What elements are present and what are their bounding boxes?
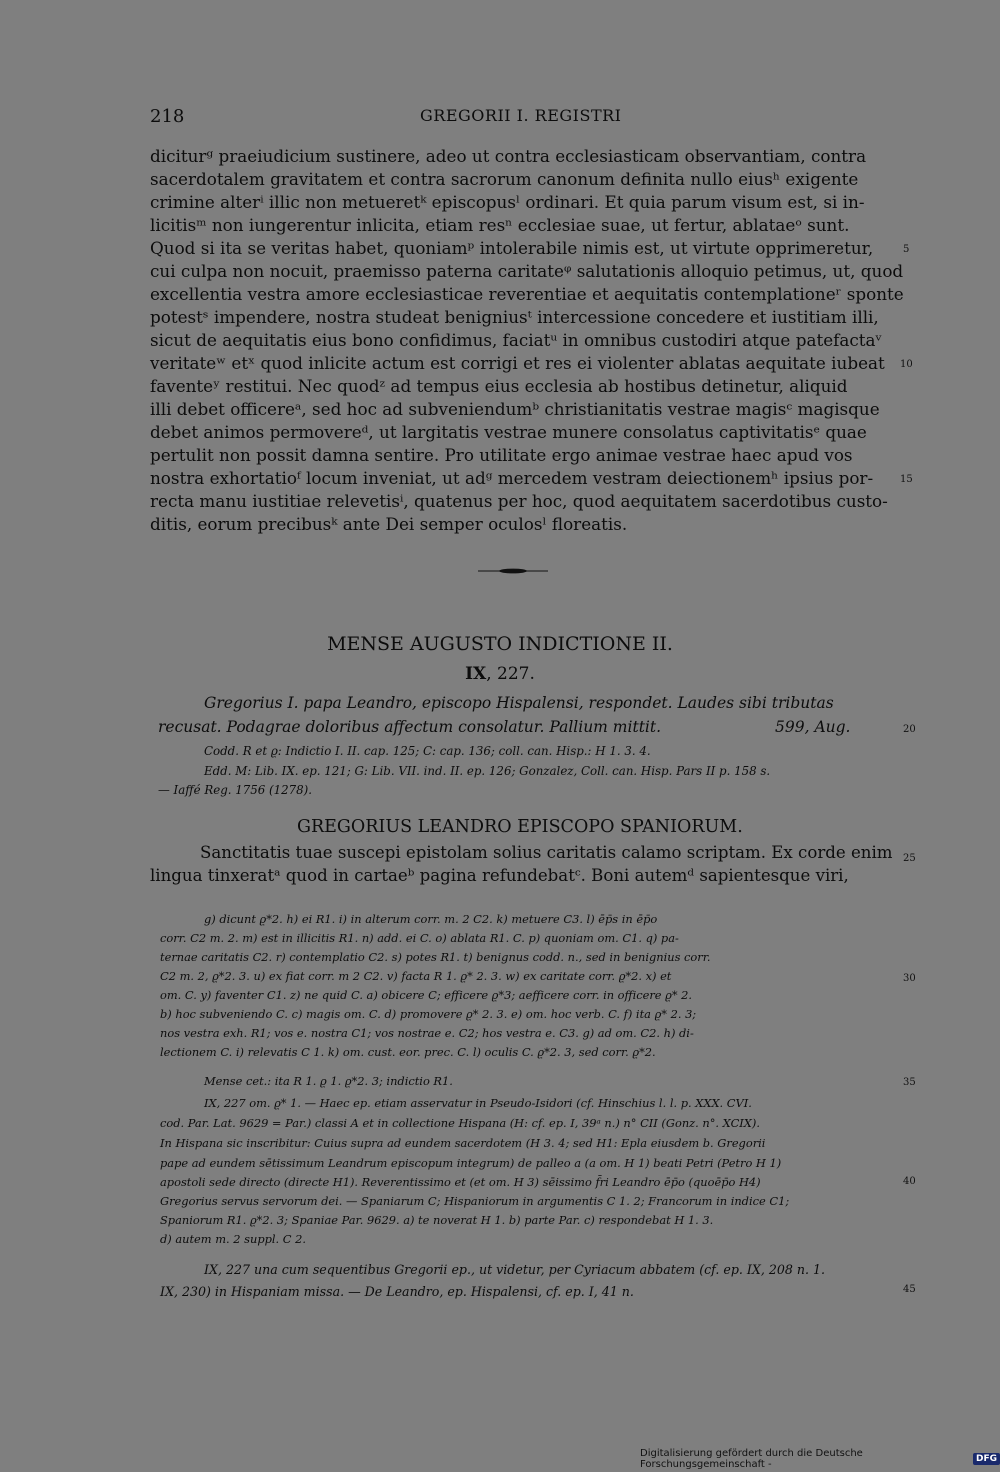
note-line: Gregorius servus servorum dei. — Spaniarum C; Hispaniorum in argumentis C 1. 2; Francorum in indice C1;: [160, 1194, 790, 1208]
note-line: Mense cet.: ita R 1. ϱ 1. ϱ*2. 3; indictio R1.: [204, 1074, 453, 1088]
footnote-line: lectionem C. i) relevatis C 1. k) om. cust. eor. prec. C. l) oculis C. ϱ*2. 3, sed corr. ϱ*2.: [160, 1045, 656, 1059]
body-line: diciturᵍ praeiudicium sustinere, adeo ut contra ecclesiasticam observantiam, contra: [150, 146, 867, 166]
letter-line: Sanctitatis tuae suscepi epistolam solius caritatis calamo scriptam. Ex corde enim: [200, 843, 893, 862]
codices-line: Codd. R et ϱ: Indictio I. II. cap. 125; C: cap. 136; coll. can. Hisp.: H 1. 3. 4.: [204, 744, 651, 758]
note-line: d) autem m. 2 suppl. C 2.: [160, 1232, 306, 1246]
summary-line: Gregorius I. papa Leandro, episcopo Hispalensi, respondet. Laudes sibi tributas: [204, 694, 834, 712]
editions-line: Edd. M: Lib. IX. ep. 121; G: Lib. VII. ind. II. ep. 126; Gonzalez, Coll. can. Hisp. Pars II p. 158 s.: [204, 764, 771, 778]
body-line: sacerdotalem gravitatem et contra sacrorum canonum definita nullo eiusʰ exigente: [150, 169, 859, 189]
letter-date: 599, Aug.: [775, 718, 851, 736]
margin-number-20: 20: [903, 724, 916, 735]
body-line: crimine alterⁱ illic non metueretᵏ episcopusˡ ordinari. Et quia parum visum est, si in-: [150, 192, 865, 212]
margin-number-35: 35: [903, 1077, 916, 1088]
margin-number-30: 30: [903, 973, 916, 984]
margin-number-40: 40: [903, 1176, 916, 1187]
body-line: illi debet officereᵃ, sed hoc ad subveniendumᵇ christianitatis vestrae magisᶜ magisque: [150, 399, 880, 419]
page-number: 218: [150, 106, 185, 127]
note-line: IX, 227 om. ϱ* 1. — Haec ep. etiam asservatur in Pseudo-Isidori (cf. Hinschius l. l. p. XXX. CVI.: [204, 1096, 752, 1110]
body-line: faventeʸ restitui. Nec quodᶻ ad tempus eius ecclesia ab hostibus detinetur, aliquid: [150, 376, 848, 396]
body-line: potestˢ impendere, nostra studeat benigniusᵗ intercessione concedere et iustitiam illi,: [150, 307, 879, 327]
margin-number-25: 25: [903, 853, 916, 864]
running-title: GREGORII I. REGISTRI: [420, 106, 622, 125]
body-line: excellentia vestra amore ecclesiasticae reverentiae et aequitatis contemplationeʳ sponte: [150, 284, 904, 304]
body-line: sicut de aequitatis eius bono confidimus, faciatᵘ in omnibus custodiri atque patefactaᵛ: [150, 330, 882, 350]
final-note-line: IX, 227 una cum sequentibus Gregorii ep., ut videtur, per Cyriacum abbatem (cf. ep. IX, 208 n. 1.: [204, 1262, 826, 1277]
letter-number: [0, 664, 1000, 684]
footnote-line: b) hoc subveniendo C. c) magis om. C. d) promovere ϱ* 2. 3. e) om. hoc verb. C. f) ita ϱ* 2. 3;: [160, 1007, 697, 1021]
summary-line: recusat. Podagrae doloribus affectum consolatur. Pallium mittit.: [158, 718, 662, 736]
body-line: debet animos permovereᵈ, ut largitatis vestrae munere consolatus captivitatisᵉ quae: [150, 422, 867, 442]
margin-number-5: 5: [903, 244, 910, 255]
footer-credit-text: Digitalisierung gefördert durch die Deutsche Forschungsgemeinschaft -: [640, 1448, 863, 1470]
footnote-line: om. C. y) faventer C1. z) ne quid C. a) obicere C; efficere ϱ*3; aefficere corr. in officere ϱ* 2.: [160, 988, 693, 1002]
footnote-line: C2 m. 2, ϱ*2. 3. u) ex fiat corr. m 2 C2. v) facta R 1. ϱ* 2. 3. w) ex caritate corr. ϱ*2. x) et: [160, 969, 672, 983]
footnote-line: g) dicunt ϱ*2. h) ei R1. i) in alterum corr. m. 2 C2. k) metuere C3. l) ēp̄s in ēp̄o: [204, 912, 658, 926]
body-line: pertulit non possit damna sentire. Pro utilitate ergo animae vestrae haec apud vos: [150, 445, 853, 465]
body-line: veritateʷ etˣ quod inlicite actum est corrigi et res ei violenter ablatas aequitate iubeat: [150, 353, 885, 373]
body-line: licitisᵐ non iungerentur inlicita, etiam resⁿ ecclesiae suae, ut fertur, ablataeᵒ sunt.: [150, 215, 850, 235]
body-line: cui culpa non nocuit, praemisso paterna caritateᵠ salutationis alloquio petimus, ut, quod: [150, 261, 904, 281]
body-line: nostra exhortatioᶠ locum inveniat, ut adᵍ mercedem vestram deiectionemʰ ipsius por-: [150, 468, 874, 488]
final-note-line: IX, 230) in Hispaniam missa. — De Leandro, ep. Hispalensi, cf. ep. I, 41 n.: [160, 1284, 634, 1299]
note-line: apostoli sede directo (directe H1). Reverentissimo et (et om. H 3) sēissimo f̄ri Leandro ēp̄o (quoēp̄o H4): [160, 1175, 761, 1189]
section-heading-mense: MENSE AUGUSTO INDICTIONE II.: [327, 633, 673, 655]
footnote-line: ternae caritatis C2. r) contemplatio C2. s) potes R1. t) benignus codd. n., sed in benignius corr.: [160, 950, 711, 964]
margin-number-15: 15: [900, 474, 913, 485]
note-line: In Hispana sic inscribitur: Cuius supra ad eundem sacerdotem (H 3. 4; sed H1: Epla eiusdem b. Gregorii: [160, 1136, 766, 1150]
footnote-line: nos vestra exh. R1; vos e. nostra C1; vos nostrae e. C2; hos vestra e. C3. g) ad om. C2. h) di-: [160, 1026, 694, 1040]
footer-credit: [640, 1450, 1000, 1468]
margin-number-45: 45: [903, 1284, 916, 1295]
body-line: recta manu iustitiae relevetisⁱ, quatenus per hoc, quod aequitatem sacerdotibus custo-: [150, 491, 888, 511]
note-line: pape ad eundem sētissimum Leandrum episcopum integrum) de palleo a (a om. H 1) beati Petri (Petro H 1): [160, 1156, 782, 1170]
section-ornament: [478, 568, 548, 574]
letter-number-rest: , 227.: [486, 664, 535, 684]
note-line: cod. Par. Lat. 9629 = Par.) classi A et in collectione Hispana (H: cf. ep. I, 39ᵃ n.) n° CII (Gonz. n°. XCIX).: [160, 1116, 760, 1130]
footnote-line: corr. C2 m. 2. m) est in illicitis R1. n) add. ei C. o) ablata R1. C. p) quoniam om. C1. q) pa-: [160, 931, 679, 945]
body-line: ditis, eorum precibusᵏ ante Dei semper oculosˡ floreatis.: [150, 514, 628, 534]
editions-line: — Iaffé Reg. 1756 (1278).: [158, 783, 312, 797]
letter-number-bold: IX: [465, 664, 487, 684]
body-line: Quod si ita se veritas habet, quoniamᵖ intolerabile nimis est, ut virtute opprimeretur,: [150, 238, 874, 258]
note-line: Spaniorum R1. ϱ*2. 3; Spaniae Par. 9629. a) te noverat H 1. b) parte Par. c) respondebat H 1. 3.: [160, 1213, 714, 1227]
margin-number-10: 10: [900, 359, 913, 370]
addressee-heading: GREGORIUS LEANDRO EPISCOPO SPANIORUM.: [297, 817, 743, 837]
letter-line: lingua tinxeratᵃ quod in cartaeᵇ pagina refundebatᶜ. Boni autemᵈ sapientesque viri,: [150, 866, 849, 885]
dfg-logo-icon: DFG: [973, 1453, 1000, 1465]
